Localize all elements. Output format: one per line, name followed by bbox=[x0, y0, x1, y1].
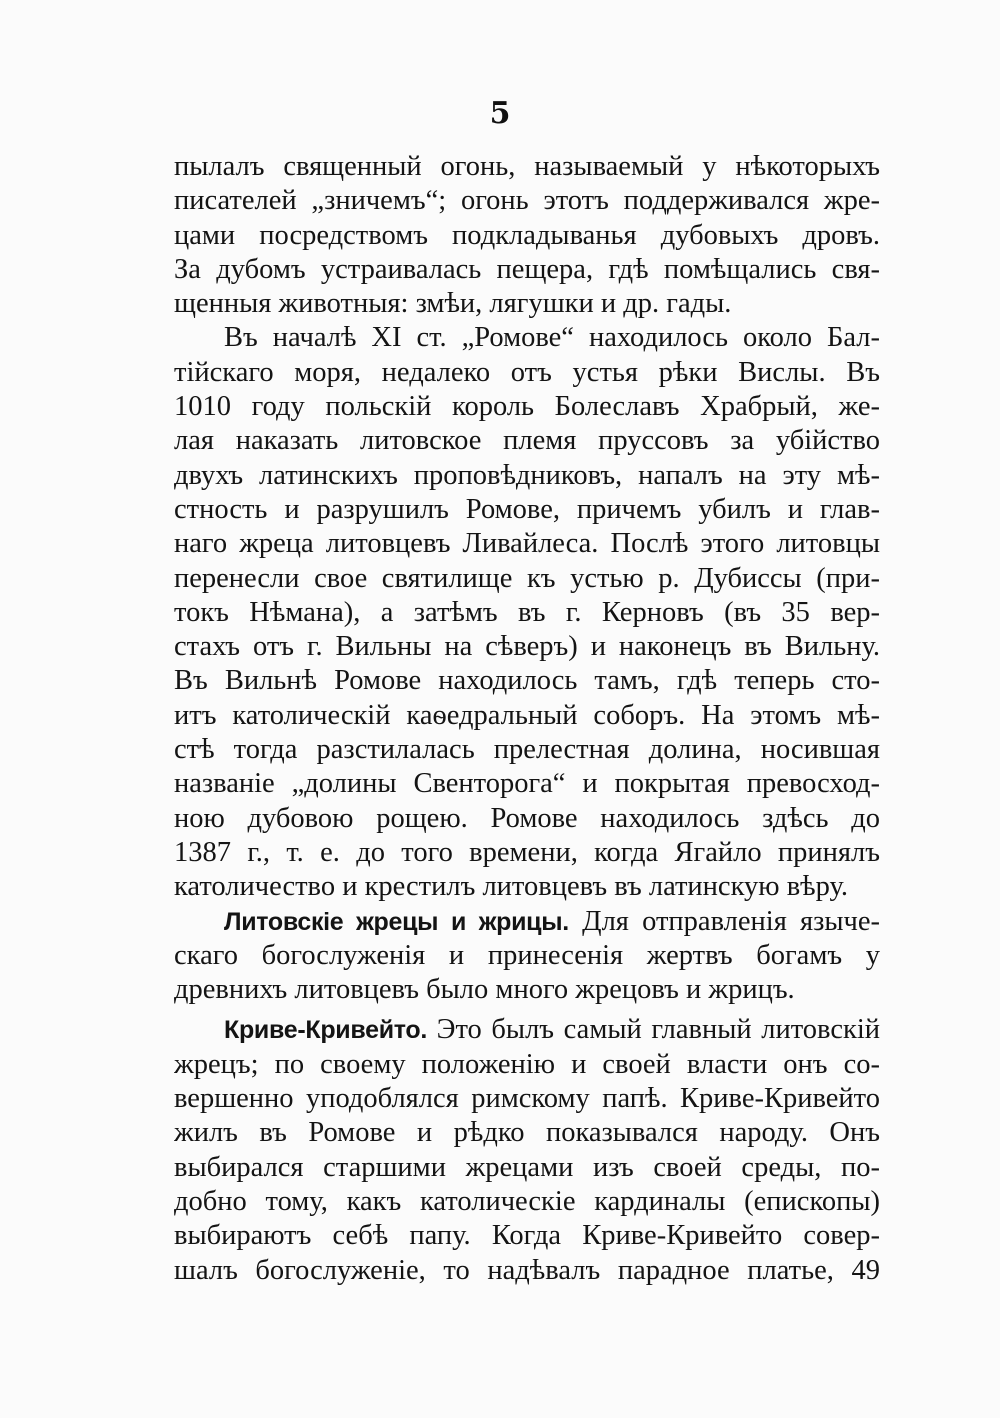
text-line: жилъ въ Ромове и рѣдко показывался народу. Онъ bbox=[174, 1117, 880, 1149]
text-line: выбирался старшими жрецами изъ своей среды, по- bbox=[174, 1151, 880, 1183]
text-line: цами посредствомъ подкладыванья дубовыхъ дровъ. bbox=[174, 219, 880, 251]
text-line: скаго богослуженія и принесенія жертвъ богамъ у bbox=[174, 939, 880, 971]
text-line bbox=[174, 1013, 880, 1047]
text-line: перенесли свое святилище къ устью р. Дубиссы (при- bbox=[174, 562, 880, 594]
text-line: добно тому, какъ католическіе кардиналы (епископы) bbox=[174, 1185, 880, 1217]
text-line: стѣ тогда разстилалась прелестная долина, носившая bbox=[174, 734, 880, 766]
section-heading: Литовскіе жрецы и жрицы. bbox=[224, 907, 569, 936]
text-line: названіе „долины Свенторога“ и покрытая превосход- bbox=[174, 768, 880, 800]
text-line: выбираютъ себѣ папу. Когда Криве-Кривейто совер- bbox=[174, 1220, 880, 1252]
text-line: 1387 г., т. е. до того времени, когда Ягайло принялъ bbox=[174, 836, 880, 868]
page-number: 5 bbox=[489, 96, 511, 131]
text-line: Въ началѣ XI ст. „Ромове“ находилось около Бал- bbox=[224, 322, 880, 354]
text-line: пылалъ священный огонь, называемый у нѣкоторыхъ bbox=[174, 151, 880, 182]
text-line: стахъ отъ г. Вильны на сѣверъ) и наконецъ въ Вильну. bbox=[174, 631, 880, 663]
text-line: стность и разрушилъ Ромове, причемъ убилъ и глав- bbox=[174, 493, 880, 525]
text-line: ною дубовою рощею. Ромове находилось здѣсь до bbox=[174, 802, 880, 834]
text-line: католичество и крестилъ литовцевъ въ латинскую вѣру. bbox=[174, 871, 849, 903]
text-line: двухъ латинскихъ проповѣдниковъ, напалъ на эту мѣ- bbox=[174, 459, 880, 491]
section-heading: Криве-Кривейто. bbox=[224, 1016, 428, 1045]
text-line: шалъ богослуженіе, то надѣвалъ парадное платье, 49 bbox=[174, 1254, 880, 1286]
text-line: древнихъ литовцевъ было много жрецовъ и жрицъ. bbox=[174, 974, 795, 1006]
text-line: тійскаго моря, недалеко отъ устья рѣки Вислы. Въ bbox=[174, 356, 880, 388]
text-line: Въ Вильнѣ Ромове находилось тамъ, гдѣ теперь сто- bbox=[174, 665, 880, 697]
text-line: щенныя животныя: змѣи, лягушки и др. гады. bbox=[174, 288, 732, 320]
text-line: наго жреца литовцевъ Ливайлеса. Послѣ этого литовцы bbox=[174, 528, 880, 560]
text-line: токъ Нѣмана), а затѣмъ въ г. Керновъ (въ 35 вер- bbox=[174, 596, 880, 628]
text-line: За дубомъ устраивалась пещера, гдѣ помѣщались свя- bbox=[174, 253, 880, 285]
body-text bbox=[174, 150, 880, 1288]
text-fragment: Это былъ самый главный литовскій bbox=[436, 1014, 880, 1046]
text-fragment: Для отправленія язычe- bbox=[582, 905, 880, 937]
text-line: писателей „зничемъ“; огонь этотъ поддерживался жре- bbox=[174, 185, 880, 217]
text-line: итъ католическій каѳедральный соборъ. На этомъ мѣ- bbox=[174, 699, 880, 731]
text-line: жрецъ; по своему положенію и своей власти онъ со- bbox=[174, 1048, 880, 1080]
text-line: 1010 году польскій король Болеславъ Храбрый, же- bbox=[174, 391, 880, 423]
text-line bbox=[174, 905, 880, 939]
text-line: вершенно уподоблялся римскому папѣ. Криве-Кривейто bbox=[174, 1083, 880, 1115]
text-line: лая наказать литовское племя пруссовъ за убійство bbox=[174, 425, 880, 457]
